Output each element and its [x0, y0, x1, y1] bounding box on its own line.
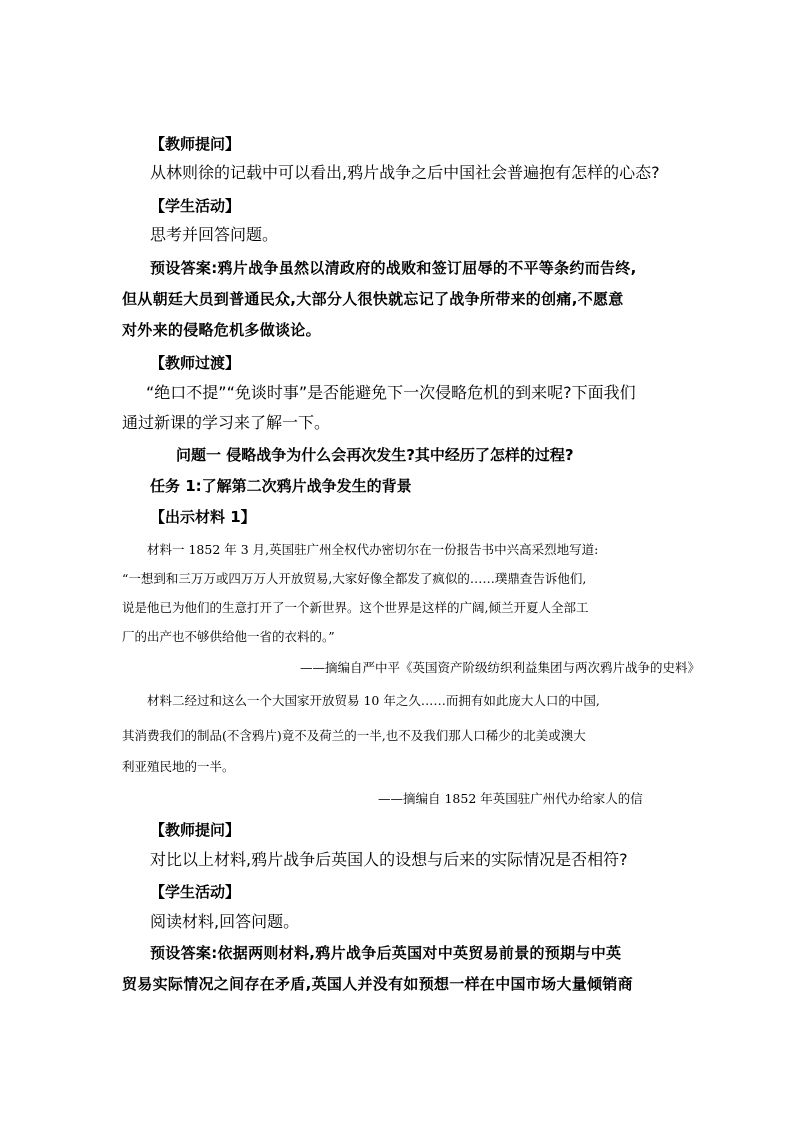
student-activity-heading-2: 【学生活动】	[150, 883, 241, 901]
material-two-source: ——摘编自 1852 年英国驻广州代办给家人的信	[378, 791, 643, 806]
answer2-line-2: 贸易实际情况之间存在矛盾,英国人并没有如预想一样在中国市场大量倾销商	[122, 975, 633, 993]
transition-line-2: 通过新课的学习来了解一下。	[122, 413, 331, 432]
question-text-2: 对比以上材料,鸦片战争后英国人的设想与后来的实际情况是否相符?	[150, 850, 628, 869]
answer2-line-1	[150, 946, 621, 961]
answer-line-3: 对外来的侵略危机多做谈论。	[122, 321, 321, 339]
answer-label: 预设答案:	[150, 259, 218, 277]
task-one-title: 任务 1:了解第二次鸦片战争发生的背景	[150, 477, 412, 495]
material-two-line-2: 其消费我们的制品(不含鸦片)竟不及荷兰的一半,也不及我们那人口稀少的北美或澳大	[122, 728, 586, 743]
activity-text-2: 阅读材料,回答问题。	[150, 912, 300, 931]
teacher-transition-heading: 【教师过渡】	[150, 354, 241, 372]
answer2-text: 依据两则材料,鸦片战争后英国对中英贸易前景的预期与中英	[217, 944, 622, 962]
answer-line-1	[150, 261, 637, 276]
answer-text: 鸦片战争虽然以清政府的战败和签订屈辱的不平等条约而告终,	[217, 259, 637, 277]
material-one-line-2: “一想到和三万万或四万万人开放贸易,大家好像全都发了疯似的……璞鼎查告诉他们,	[122, 571, 587, 586]
material-one-line-1: 材料一 1852 年 3 月,英国驻广州全权代办密切尔在一份报告书中兴高采烈地写道:	[147, 542, 599, 557]
activity-text: 思考并回答问题。	[150, 225, 279, 244]
material-heading: 【出示材料 1】	[150, 508, 256, 526]
teacher-question-heading-2: 【教师提问】	[150, 821, 241, 839]
material-one-line-4: 厂的出产也不够供给他一省的衣料的。”	[122, 629, 335, 644]
material-two-line-3: 利亚殖民地的一半。	[122, 759, 235, 774]
material-one-line-3: 说是他已为他们的生意打开了一个新世界。这个世界是这样的广阔,倾兰开夏人全部工	[122, 600, 589, 615]
material-one-source: ——摘编自严中平《英国资产阶级纺织利益集团与两次鸦片战争的史料》	[300, 660, 701, 675]
answer2-label: 预设答案:	[150, 944, 218, 962]
problem-one-title: 问题一 侵略战争为什么会再次发生?其中经历了怎样的过程?	[176, 446, 574, 464]
transition-line-1: “绝口不提”“免谈时事”是否能避免下一次侵略危机的到来呢?下面我们	[146, 383, 636, 402]
student-activity-heading: 【学生活动】	[150, 197, 241, 215]
answer-line-2: 但从朝廷大员到普通民众,大部分人很快就忘记了战争所带来的创痛,不愿意	[122, 290, 624, 308]
material-two-line-1: 材料二经过和这么一个大国家开放贸易 10 年之久……而拥有如此庞大人口的中国,	[147, 693, 600, 708]
teacher-question-heading: 【教师提问】	[150, 135, 241, 153]
question-text: 从林则徐的记载中可以看出,鸦片战争之后中国社会普遍抱有怎样的心态?	[150, 163, 660, 182]
